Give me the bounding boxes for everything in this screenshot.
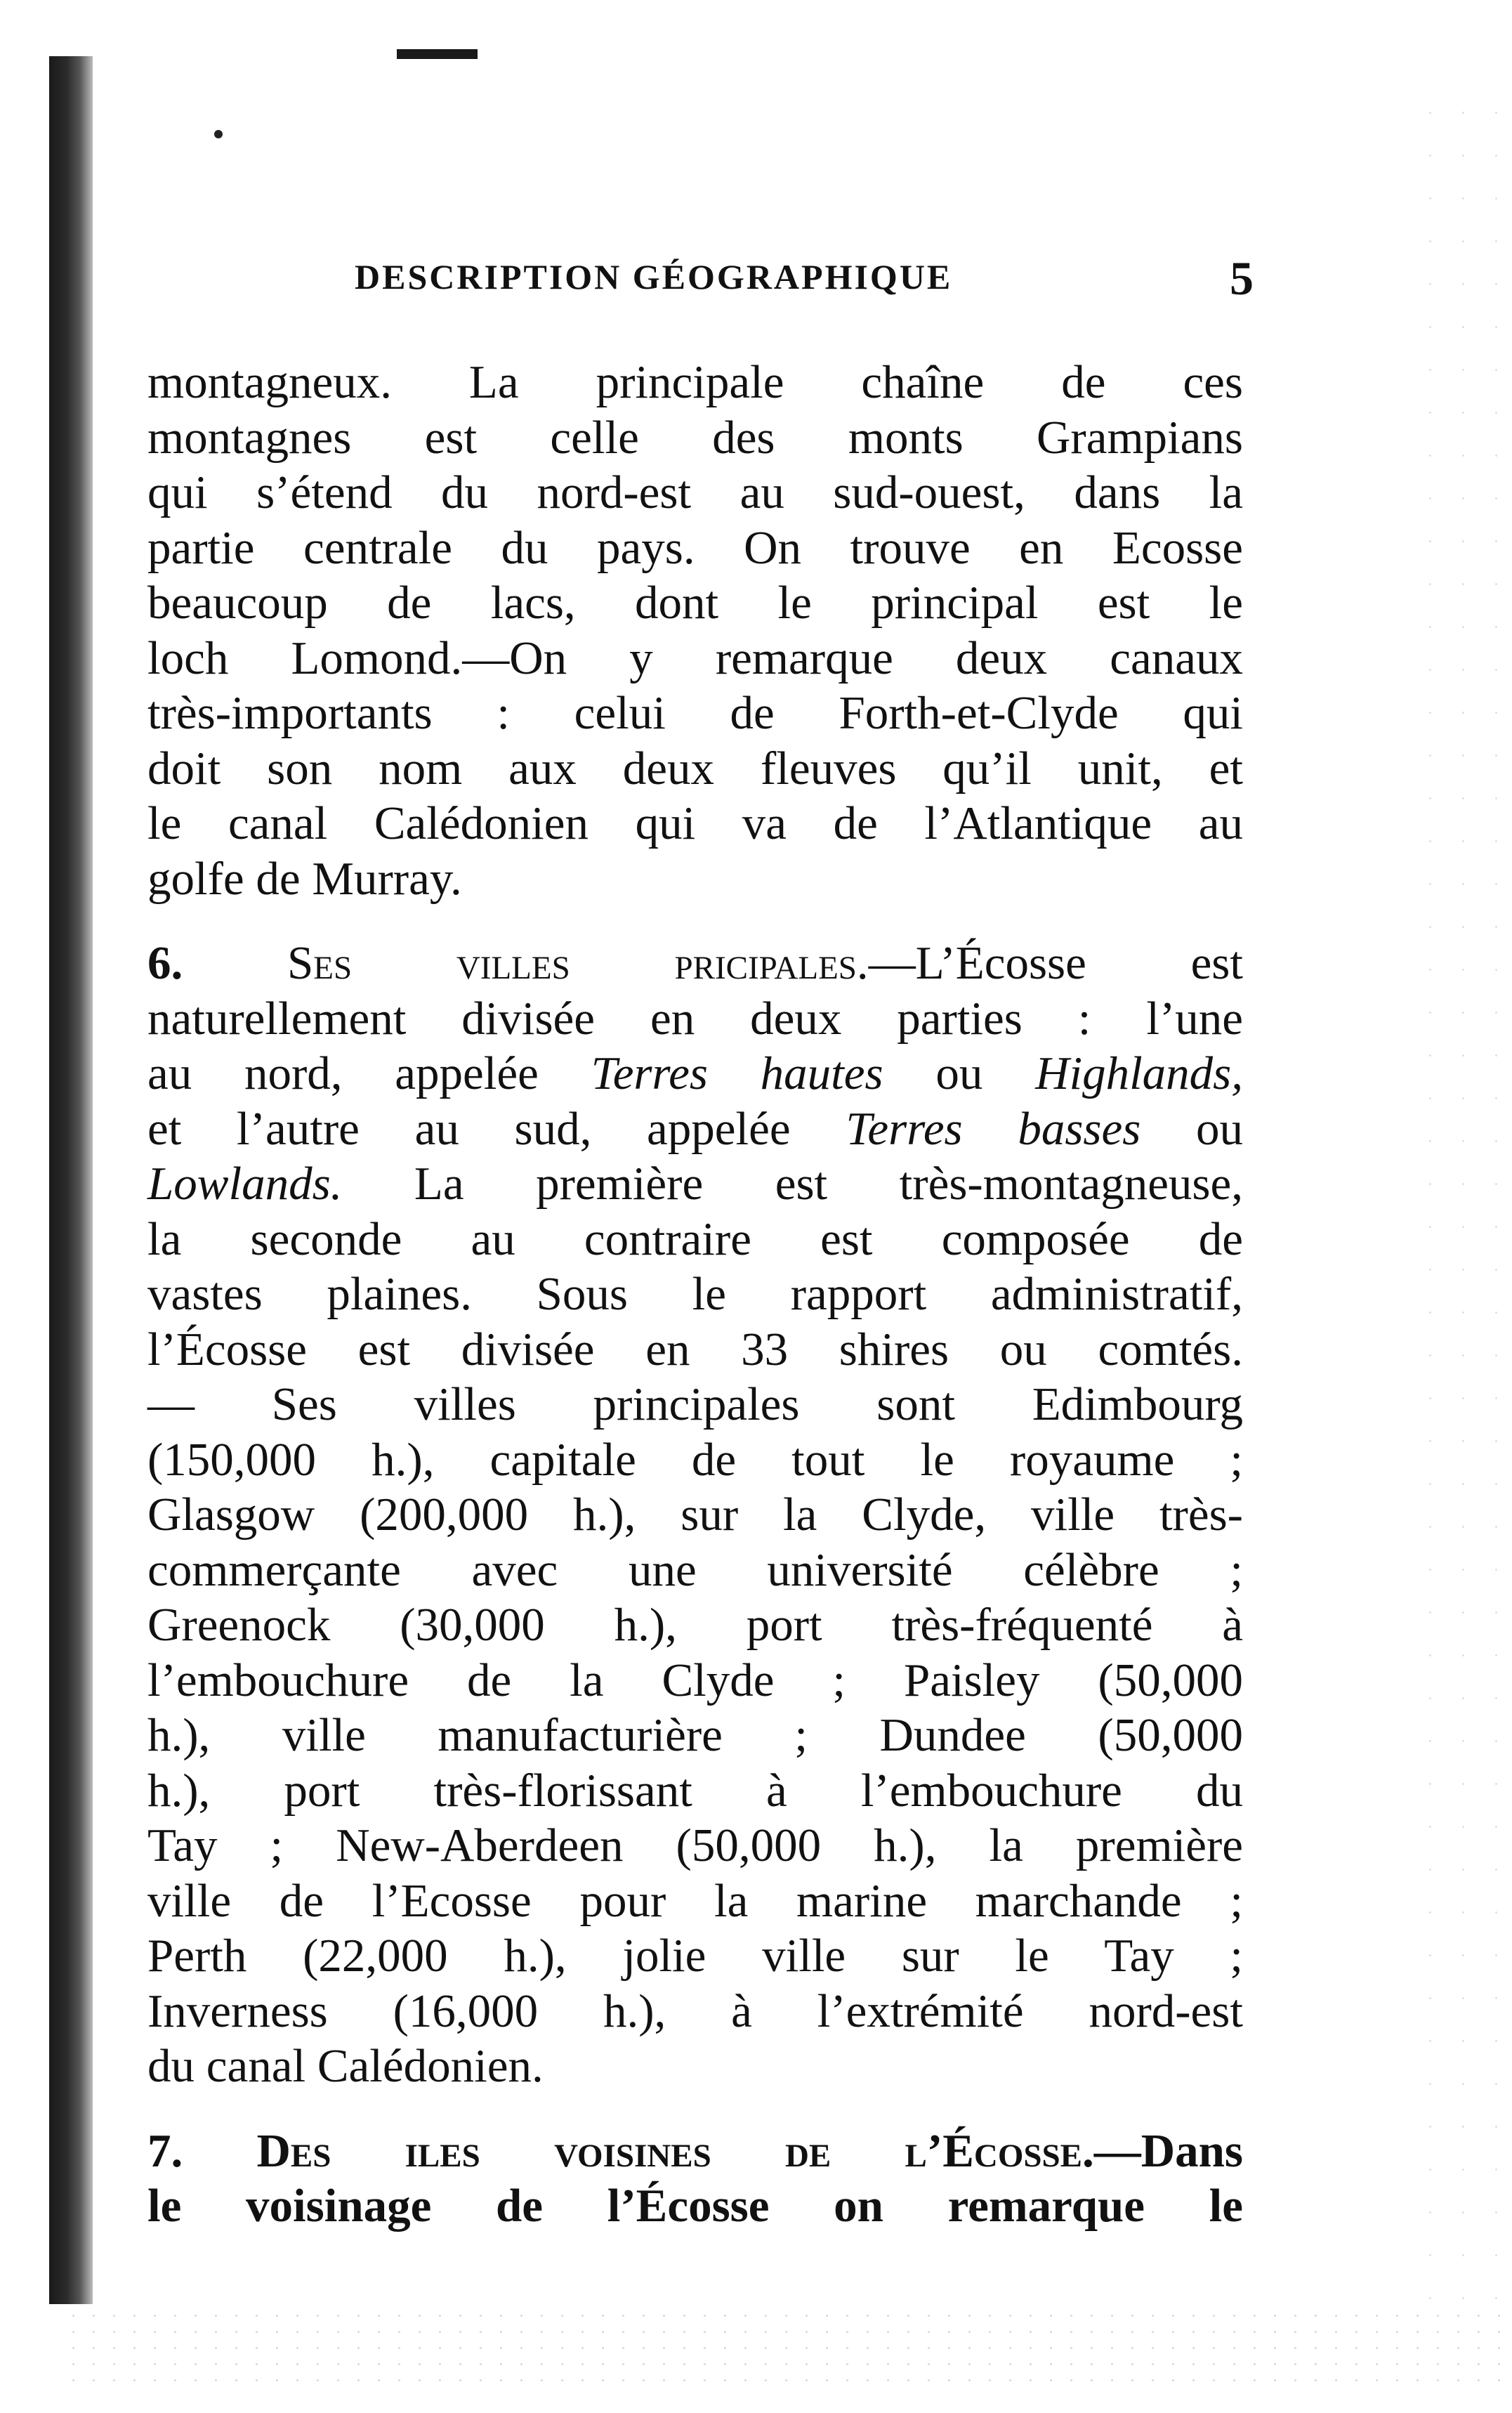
text-line — [147, 1156, 1243, 1212]
section-heading: Des iles voisines de l’Écosse. — [256, 2124, 1094, 2177]
binding-edge — [49, 56, 93, 2304]
text-line — [147, 1046, 1243, 1101]
text-segment: au nord, appelée — [147, 1047, 591, 1099]
text-line: (150,000 h.), capitale de tout le royaume ; — [147, 1433, 1243, 1486]
text-line: h.), port très-florissant à l’embouchure du — [147, 1764, 1243, 1817]
text-line: qui s’étend du nord-est au sud-ouest, dans la — [147, 466, 1243, 518]
text-line: le canal Calédonien qui va de l’Atlantique au — [147, 797, 1243, 849]
text-line: Glasgow (200,000 h.), sur la Clyde, ville très- — [147, 1489, 1243, 1541]
text-line: l’embouchure de la Clyde ; Paisley (50,000 — [147, 1654, 1243, 1706]
print-mark — [397, 49, 478, 59]
section-6-heading-line — [147, 936, 1243, 991]
text-line: — Ses villes principales sont Edimbourg — [147, 1378, 1243, 1430]
running-title: DESCRIPTION GÉOGRAPHIQUE — [355, 257, 953, 296]
text-line: commerçante avec une université célèbre ; — [147, 1543, 1243, 1596]
text-line: beaucoup de lacs, dont le principal est le — [147, 577, 1243, 629]
text-line: Perth (22,000 h.), jolie ville sur le Tay ; — [147, 1930, 1243, 1982]
text-segment: ou — [883, 1047, 1036, 1099]
text-line: naturellement divisée en deux parties : l’une — [147, 992, 1243, 1045]
text-line: l’Écosse est divisée en 33 shires ou comtés. — [147, 1323, 1243, 1375]
text-segment: et l’autre au sud, appelée — [147, 1102, 846, 1155]
text-segment: —L’Écosse est — [868, 937, 1243, 989]
text-line: Tay ; New-Aberdeen (50,000 h.), la première — [147, 1819, 1243, 1871]
text-line: le voisinage de l’Écosse on remarque le — [147, 2180, 1243, 2232]
text-segment: ou — [1140, 1102, 1243, 1155]
section-number: 7. — [147, 2124, 183, 2177]
text-line: Greenock (30,000 h.), port très-fréquenté à — [147, 1599, 1243, 1651]
paper-noise-bottom — [63, 2308, 1512, 2385]
text-line: h.), ville manufacturière ; Dundee (50,000 — [147, 1709, 1243, 1761]
section-7 — [147, 2124, 1243, 2234]
text-line: vastes plaines. Sous le rapport administratif, — [147, 1268, 1243, 1320]
text-line: montagnes est celle des monts Grampians — [147, 411, 1243, 464]
text-line: golfe de Murray. — [147, 852, 462, 905]
italic-term: Terres hautes — [591, 1047, 883, 1099]
running-head — [355, 251, 1254, 307]
italic-term: Terres basses — [846, 1102, 1141, 1155]
section-number: 6. — [147, 937, 183, 989]
text-segment: La première est très-montagneuse, — [342, 1158, 1243, 1210]
page-number: 5 — [1230, 251, 1254, 305]
section-heading: Ses villes pricipales. — [287, 937, 869, 989]
text-line: du canal Calédonien. — [147, 2040, 544, 2092]
text-line: très-importants : celui de Forth-et-Clyde qui — [147, 687, 1243, 739]
section-6 — [147, 936, 1243, 2094]
text-line: Inverness (16,000 h.), à l’extrémité nord-est — [147, 1984, 1243, 2037]
text-line: la seconde au contraire est composée de — [147, 1212, 1243, 1265]
italic-term: Lowlands. — [147, 1158, 343, 1210]
ink-speck — [214, 130, 223, 138]
italic-term: Highlands, — [1035, 1047, 1244, 1099]
text-segment: —Dans — [1093, 2124, 1243, 2177]
paper-noise-right — [1414, 91, 1512, 2304]
paragraph-1 — [147, 355, 1243, 906]
text-line: ville de l’Ecosse pour la marine marchande ; — [147, 1874, 1243, 1927]
text-line — [147, 1101, 1243, 1157]
text-line: loch Lomond.—On y remarque deux canaux — [147, 632, 1243, 684]
text-line: montagneux. La principale chaîne de ces — [147, 356, 1243, 408]
section-7-heading-line — [147, 2124, 1243, 2179]
text-line: partie centrale du pays. On trouve en Ecosse — [147, 521, 1243, 574]
page-body — [147, 355, 1243, 2234]
text-line: doit son nom aux deux fleuves qu’il unit, et — [147, 742, 1243, 794]
